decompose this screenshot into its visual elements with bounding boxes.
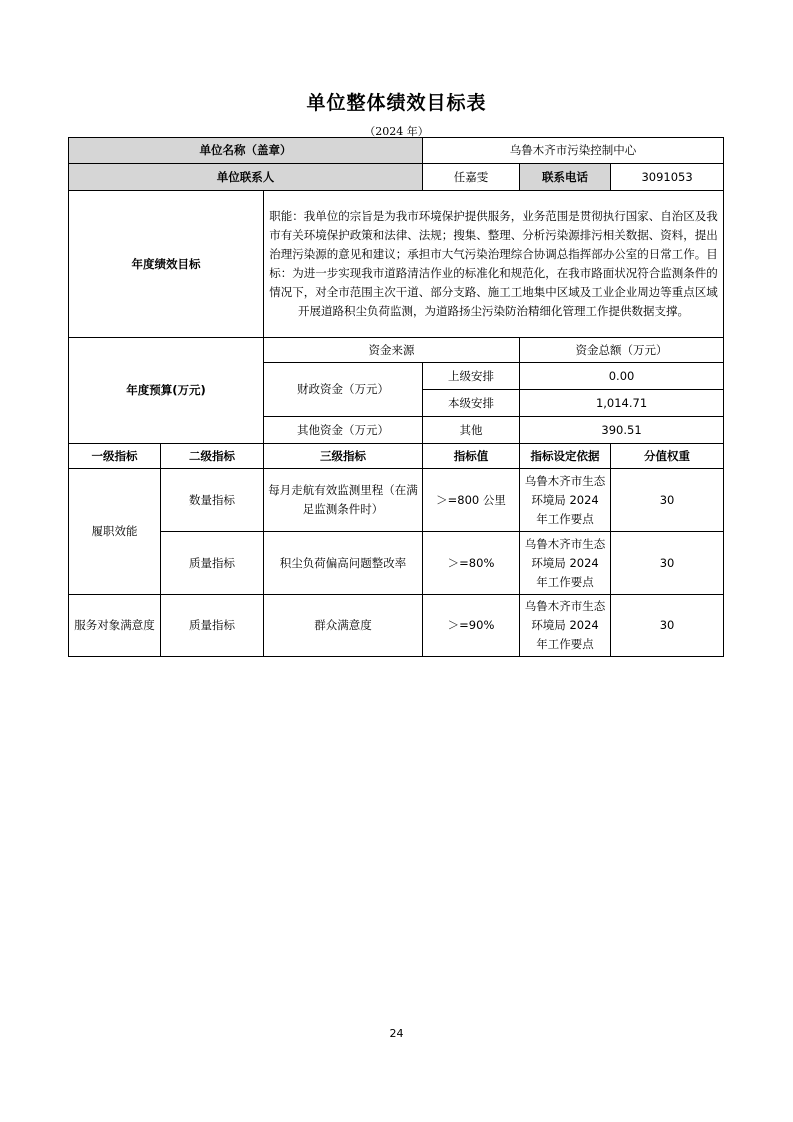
goal-row — [69, 191, 724, 338]
upper-level-label: 上级安排 — [423, 363, 520, 390]
unit-name-label: 单位名称（盖章） — [69, 138, 423, 164]
indicator-weight: 30 — [611, 595, 724, 657]
header-level3: 三级指标 — [264, 444, 423, 469]
other-funds-value: 390.51 — [520, 417, 724, 444]
goal-label: 年度绩效目标 — [69, 191, 264, 338]
year-subtitle: （2024 年） — [364, 125, 429, 138]
level3-cell: 每月走航有效监测里程（在满足监测条件时） — [264, 469, 423, 532]
other-funds-label: 其他资金（万元） — [264, 417, 423, 444]
fund-total-header: 资金总额（万元） — [520, 338, 724, 363]
fund-source-header: 资金来源 — [264, 338, 520, 363]
level1-performance: 履职效能 — [69, 469, 161, 595]
indicator-value: ＞=80% — [423, 532, 520, 595]
indicator-row — [69, 469, 724, 532]
level3-cell: 群众满意度 — [264, 595, 423, 657]
header-value: 指标值 — [423, 444, 520, 469]
page-number: 24 — [389, 1027, 404, 1040]
local-level-value: 1,014.71 — [520, 390, 724, 417]
goal-text: 职能：我单位的宗旨是为我市环境保护提供服务，业务范围是贯彻执行国家、自治区及我市有关环境保护政策和法律、法规；搜集、整理、分析污染源排污相关数据、资料，提出治理污染源的意见和建议；承担市大气污染治理综合协调总指挥部办公室的日常工作。目标：为进一步实现我市道路清洁作业的标准化和规范化，在我市路面状况符合监测条件的情况下，对全市范围主次干道、部分支路、施工工地集中区域及工业企业周边等重点区域开展道路积尘负荷监测，为道路扬尘污染防治精细化管理工作提供数据支撑。 — [264, 191, 724, 338]
other-sub-label: 其他 — [423, 417, 520, 444]
indicator-row — [69, 595, 724, 657]
phone-value: 3091053 — [611, 164, 724, 191]
header-level2: 二级指标 — [161, 444, 264, 469]
budget-header-row — [69, 338, 724, 363]
fiscal-funds-label: 财政资金（万元） — [264, 363, 423, 417]
indicator-weight: 30 — [611, 532, 724, 595]
upper-level-value: 0.00 — [520, 363, 724, 390]
unit-name-value: 乌鲁木齐市污染控制中心 — [423, 138, 724, 164]
level1-satisfaction: 服务对象满意度 — [69, 595, 161, 657]
indicator-basis: 乌鲁木齐市生态环境局 2024 年工作要点 — [520, 469, 611, 532]
contact-label: 单位联系人 — [69, 164, 423, 191]
header-level1: 一级指标 — [69, 444, 161, 469]
level2-cell: 质量指标 — [161, 532, 264, 595]
unit-contact-row — [69, 164, 724, 191]
indicator-basis: 乌鲁木齐市生态环境局 2024 年工作要点 — [520, 532, 611, 595]
level3-cell: 积尘负荷偏高问题整改率 — [264, 532, 423, 595]
local-level-label: 本级安排 — [423, 390, 520, 417]
indicator-value: ＞=800 公里 — [423, 469, 520, 532]
page-title: 单位整体绩效目标表 — [306, 92, 487, 114]
phone-label: 联系电话 — [520, 164, 611, 191]
level2-cell: 数量指标 — [161, 469, 264, 532]
level2-cell: 质量指标 — [161, 595, 264, 657]
indicator-header-row — [69, 444, 724, 469]
header-weight: 分值权重 — [611, 444, 724, 469]
performance-target-table — [68, 137, 724, 657]
header-basis: 指标设定依据 — [520, 444, 611, 469]
unit-name-row — [69, 138, 724, 164]
budget-label: 年度预算(万元) — [69, 338, 264, 444]
indicator-weight: 30 — [611, 469, 724, 532]
contact-value: 任嘉雯 — [423, 164, 520, 191]
indicator-value: ＞=90% — [423, 595, 520, 657]
indicator-basis: 乌鲁木齐市生态环境局 2024 年工作要点 — [520, 595, 611, 657]
indicator-row — [69, 532, 724, 595]
